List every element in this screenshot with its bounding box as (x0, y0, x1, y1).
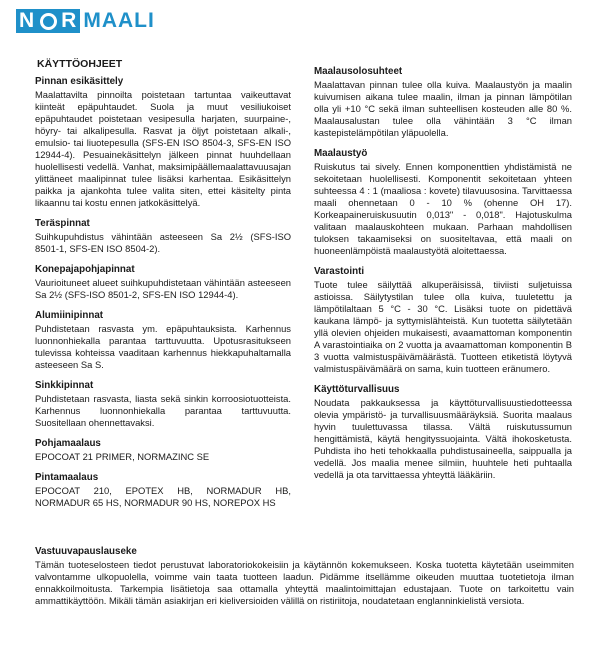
section-text: Tuote tulee säilyttää alkuperäisissä, tiiviisti suljetuissa astioissa. Säilytystilan tulee olla kuiva, tuuletettu ja lämpötilaltaan 5 °C - 30 °C. Lisäksi tuote on pidettävä kaukana lämpö- ja syttymislähteistä. Kun tuotetta säilytetään yllä olevien ohjeiden mukaisesti, avaamattoman komponentin A varastointiaika on 2 vuotta ja avaamattoman komponentin B 3 vuotta valmistuspäivämäärästä. Tuotteen etiketistä löytyvä valmistuspäivämäärä on sama, kuin tuotteen eränumero. (314, 279, 572, 374)
section-heading: Pinnan esikäsittely (35, 76, 124, 87)
section-text: Puhdistetaan rasvasta, liasta sekä sinkin korroosiotuotteista. Karhennus luonnonhiekalla parantaa tarttuvuutta. Suositellaan ohennettavaksi. (35, 393, 291, 428)
logo-letter-n: N (16, 9, 38, 33)
section-text: EPOCOAT 210, EPOTEX HB, NORMADUR HB, NORMADUR 65 HS, NORMADUR 90 HS, NOREPOX HS (35, 485, 291, 508)
section-heading: Teräspinnat (35, 218, 90, 229)
right-column (314, 66, 572, 490)
section-text: Ruiskutus tai sively. Ennen komponenttien yhdistämistä ne sekoitetaan huolellisesti. Komponentit sekoitetaan yhteen suhteessa 4 : 1 (maaliosa : kovete) tilavuusosina. Tarvittaessa maali ohennetaan 0 - 10 % (ohenne OH 17). Korkeapaineruiskusuutin 0,013" - 0,018". Hajotuskulma valitaan maalauskohteen mukaan. Parhaan mahdollisen tuloksen takaamiseksi on suositeltavaa, että maali on huoneenlämpöistä maalaustyötä aloitettaessa. (314, 161, 572, 256)
section-conditions (314, 66, 572, 139)
section-topcoat (35, 472, 291, 509)
section-heading: Pohjamaalaus (35, 438, 101, 449)
section-heading: Konepajapohjapinnat (35, 264, 135, 275)
section-heading: Maalaustyö (314, 148, 368, 159)
section-primer (35, 438, 291, 463)
logo-letter-r: R (58, 9, 80, 33)
section-text: Tämän tuoteselosteen tiedot perustuvat laboratoriokokeisiin ja käytännön kokemukseen. Koska tuotetta käytetään useimmiten valvontamme ulkopuolella, voimme vain taata tuotteen laadun. Pidämme itsellämme oikeuden muuttaa tuotetietoja ilman ennakkoilmoitusta. Tarkempia lisätietoja saa ottamalla yhteyttä maalintoimittajan edustajaan. Tuote on tarkoitettu vain ammattikäyttöön. Mikäli tämän asiakirjan eri kieliversioiden välillä on ristiriitoja, noudatetaan englanninkielistä versiota. (35, 559, 574, 606)
section-text: EPOCOAT 21 PRIMER, NORMAZINC SE (35, 451, 210, 462)
section-surface-prep (35, 76, 291, 209)
section-text: Puhdistetaan rasvasta ym. epäpuhtauksista. Karhennus luonnonhiekalla parantaa tarttuvuutta. Upotusrasitukseen tulevissa kohteissa vaaditaan karhennus hiekkapuhaltamalla asteeseen Sa S. (35, 323, 291, 370)
section-heading: Maalausolosuhteet (314, 66, 403, 77)
section-text: Suihkupuhdistus vähintään asteeseen Sa 2½ (SFS-ISO 8501-1, SFS-EN ISO 8504-2). (35, 231, 291, 254)
section-text: Maalattavilta pinnoilta poistetaan tartuntaa vaikeuttavat kiinteät epäpuhtaudet. Suola ja muut vesiliukoiset epäpuhtaudet poistetaan vesipesulla harjaten, suurpaine-, höyry- tai alkalipesulla. Rasvat ja öljyt poistetaan alkali-, emulsio- tai liuotepesulla (SFS-EN ISO 8504-3, SFS-EN ISO 12944-4). Pesuainekäsittelyn jälkeen pinnat huuhdellaan huolellisesti vedellä. Vanhat, maksimipäällemaalattavuusajan ylittäneet maalipinnat tulee lisäksi karhentaa. Esikäsittelyn paikka ja ajankohta tulee valita siten, ettei käsitelty pinta likaannu tai kostu ennen jatkokäsittelyä. (35, 89, 291, 208)
section-shop-primer (35, 264, 291, 301)
section-heading: Vastuuvapauslauseke (35, 546, 137, 557)
section-text: Noudata pakkauksessa ja käyttöturvallisuustiedotteessa olevia ympäristö- ja turvallisuusmääräyksiä. Suorita maalaus hyvin tuulettuvassa tilassa. Vältä ruiskutussumun hengittämistä, käytä hengityssuojainta. Vältä ihokosketusta. Puhdista iho heti tehokkaalla puhdistusaineella, saippualla ja vedellä. Jos maalia menee silmiin, huuhtele heti puhtaalla vedellä ja ota tarvittaessa yhteyttä lääkäriin. (314, 397, 572, 480)
left-column (35, 76, 291, 518)
disclaimer-section (35, 546, 574, 607)
section-heading: Sinkkipinnat (35, 380, 94, 391)
section-heading: Käyttöturvallisuus (314, 384, 400, 395)
logo-ring-icon (38, 9, 58, 33)
section-heading: Alumiinipinnat (35, 310, 104, 321)
section-aluminium (35, 310, 291, 371)
section-safety (314, 384, 572, 481)
section-text: Vaurioituneet alueet suihkupuhdistetaan vähintään asteeseen Sa 2½ (SFS-ISO 8501-2, SFS-EN ISO 12944-4). (35, 277, 291, 300)
section-steel (35, 218, 291, 255)
section-heading: Varastointi (314, 266, 365, 277)
section-zinc (35, 380, 291, 429)
page-title: KÄYTTÖOHJEET (37, 58, 123, 70)
section-heading: Pintamaalaus (35, 472, 99, 483)
logo-word: MAALI (83, 9, 155, 32)
section-storage (314, 266, 572, 375)
section-application (314, 148, 572, 257)
normaali-logo (16, 9, 155, 33)
section-text: Maalattavan pinnan tulee olla kuiva. Maalaustyön ja maalin kuivumisen aikana tulee maalin, ilman ja pinnan lämpötilan olla yli +10 °C sekä ilman suhteellisen kosteuden alle 80 %. Maalausalustan tulee olla vähintään 3 °C ilman kastepistelämpötilan yläpuolella. (314, 79, 572, 138)
